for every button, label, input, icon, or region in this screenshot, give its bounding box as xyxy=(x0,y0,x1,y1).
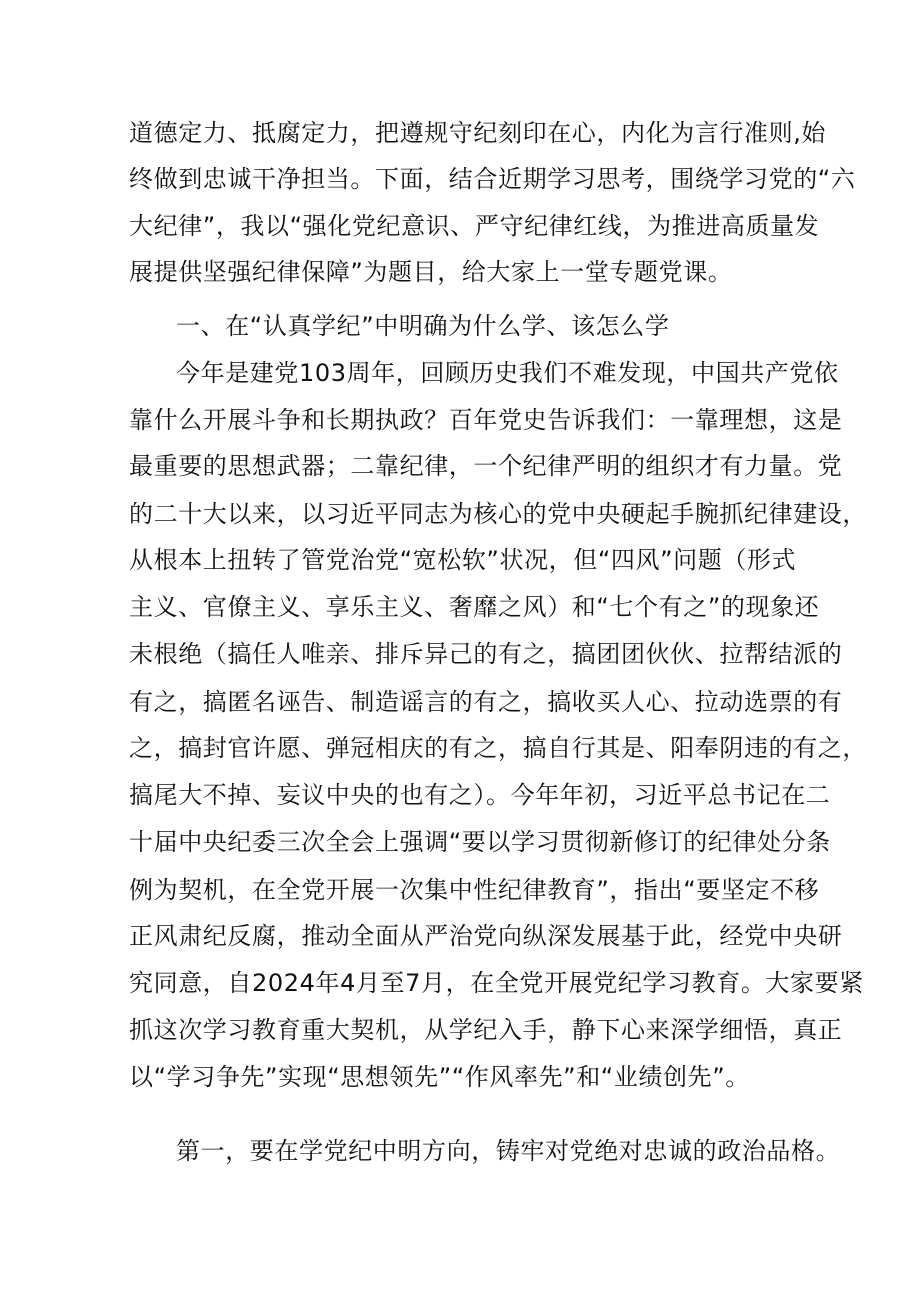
text-line: 有之，搞匿名诬告、制造谣言的有之，搞收买人心、拉动选票的有 xyxy=(129,688,843,716)
text-line: 搞尾大不掉、妄议中央的也有之）。今年年初，习近平总书记在二 xyxy=(129,781,831,809)
paragraph-start: 今年是建党103周年，回顾历史我们不难发现，中国共产党依 xyxy=(176,359,839,387)
section-heading: 一、在“认真学纪”中明确为什么学、该怎么学 xyxy=(176,312,670,340)
text-line: 究同意，自2024年4月至7月，在全党开展党纪学习教育。大家要紧 xyxy=(129,969,864,997)
text-line: 以“学习争先”实现“思想领先”“作风率先”和“业绩创先”。 xyxy=(129,1063,750,1091)
text-line: 例为契机，在全党开展一次集中性纪律教育”，指出“要坚定不移 xyxy=(129,876,820,904)
text-line: 正风肃纪反腐，推动全面从严治党向纵深发展基于此，经党中央研 xyxy=(129,922,843,950)
text-line: 最重要的思想武器；二靠纪律，一个纪律严明的组织才有力量。党 xyxy=(129,452,843,480)
text-line: 展提供坚强纪律保障”为题目，给大家上一堂专题党课。 xyxy=(129,258,733,286)
text-line: 之，搞封官许愿、弹冠相庆的有之，搞自行其是、阳奉阴违的有之， xyxy=(129,734,867,762)
text-line: 的二十大以来，以习近平同志为核心的党中央硬起手腕抓纪律建设， xyxy=(129,500,867,528)
text-line: 道德定力、抵腐定力，把遵规守纪刻印在心，内化为言行准则,始 xyxy=(129,119,827,147)
text-line: 主义、官僚主义、享乐主义、奢靡之风）和“七个有之”的现象还 xyxy=(129,593,820,621)
text-line: 大纪律”，我以“强化党纪意识、严守纪律红线，为推进高质量发 xyxy=(129,212,820,240)
text-line: 从根本上扭转了管党治党“宽松软”状况，但“四风”问题（形式 xyxy=(129,546,797,574)
text-line: 未根绝（搞任人唯亲、排斥异己的有之，搞团团伙伙、拉帮结派的 xyxy=(129,640,843,668)
text-line: 靠什么开展斗争和长期执政？百年党史告诉我们：一靠理想，这是 xyxy=(129,406,843,434)
text-line: 十届中央纪委三次全会上强调“要以学习贯彻新修订的纪律处分条 xyxy=(129,828,831,856)
text-line: 抓这次学习教育重大契机，从学纪入手，静下心来深学细悟，真正 xyxy=(129,1016,843,1044)
paragraph-start: 第一，要在学党纪中明方向，铸牢对党绝对忠诚的政治品格。 xyxy=(176,1137,841,1165)
text-line: 终做到忠诚干净担当。下面，结合近期学习思考，围绕学习党的“六 xyxy=(129,165,856,193)
